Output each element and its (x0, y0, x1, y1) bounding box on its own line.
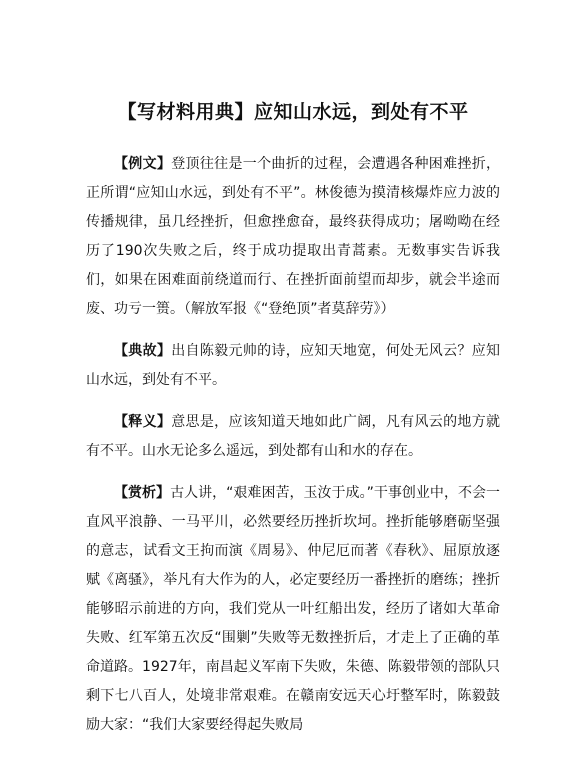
paragraph-appreciation (86, 479, 500, 740)
document-title: 【写材料用典】应知山水远，到处有不平 (117, 101, 469, 123)
paragraph-example (86, 150, 500, 324)
paragraph-tag: 【赏析】 (114, 485, 171, 501)
paragraph-meaning (86, 408, 500, 466)
paragraph-text: 意思是，应该知道天地如此广阔，凡有风云的地方就有不平。山水无论多么遥远，到处都有山和水的存在。 (86, 414, 501, 459)
paragraph-tag: 【例文】 (114, 156, 172, 172)
paragraph-tag: 【典故】 (114, 343, 172, 359)
paragraph-text: 出自陈毅元帅的诗，应知天地宽，何处无风云？应知山水远，到处有不平。 (86, 343, 501, 388)
paragraph-source (86, 337, 500, 395)
paragraph-text: 登顶往往是一个曲折的过程，会遭遇各种困难挫折，正所谓“应知山水远，到处有不平”。林俊德为摸清核爆炸应力波的传播规律，虽几经挫折，但愈挫愈奋，最终获得成功；屠呦呦在经历了190次失败之后，终于成功提取出青蒿素。无数事实告诉我们，如果在困难面前绕道而行、在挫折面前望而却步，就会半途而废、功亏一篑。（解放军报《“登绝顶”者莫辞劳》） (86, 156, 501, 317)
paragraph-text: 古人讲，“艰难困苦，玉汝于成。”干事创业中，不会一直风平浪静、一马平川，必然要经历挫折坎坷。挫折能够磨砺坚强的意志，试看文王拘而演《周易》、仲尼厄而著《春秋》、屈原放逐赋《离骚》，举凡有大作为的人，必定要经历一番挫折的磨练；挫折能够昭示前进的方向，我们党从一叶红船出发，经历了诸如大革命失败、红军第五次反“围剿”失败等无数挫折后，才走上了正确的革命道路。1927年，南昌起义军南下失败，朱德、陈毅带领的部队只剩下七八百人，处境非常艰难。在赣南安远天心圩整军时，陈毅鼓励大家：“我们大家要经得起失败局 (86, 485, 500, 733)
paragraph-tag: 【释义】 (114, 414, 172, 430)
